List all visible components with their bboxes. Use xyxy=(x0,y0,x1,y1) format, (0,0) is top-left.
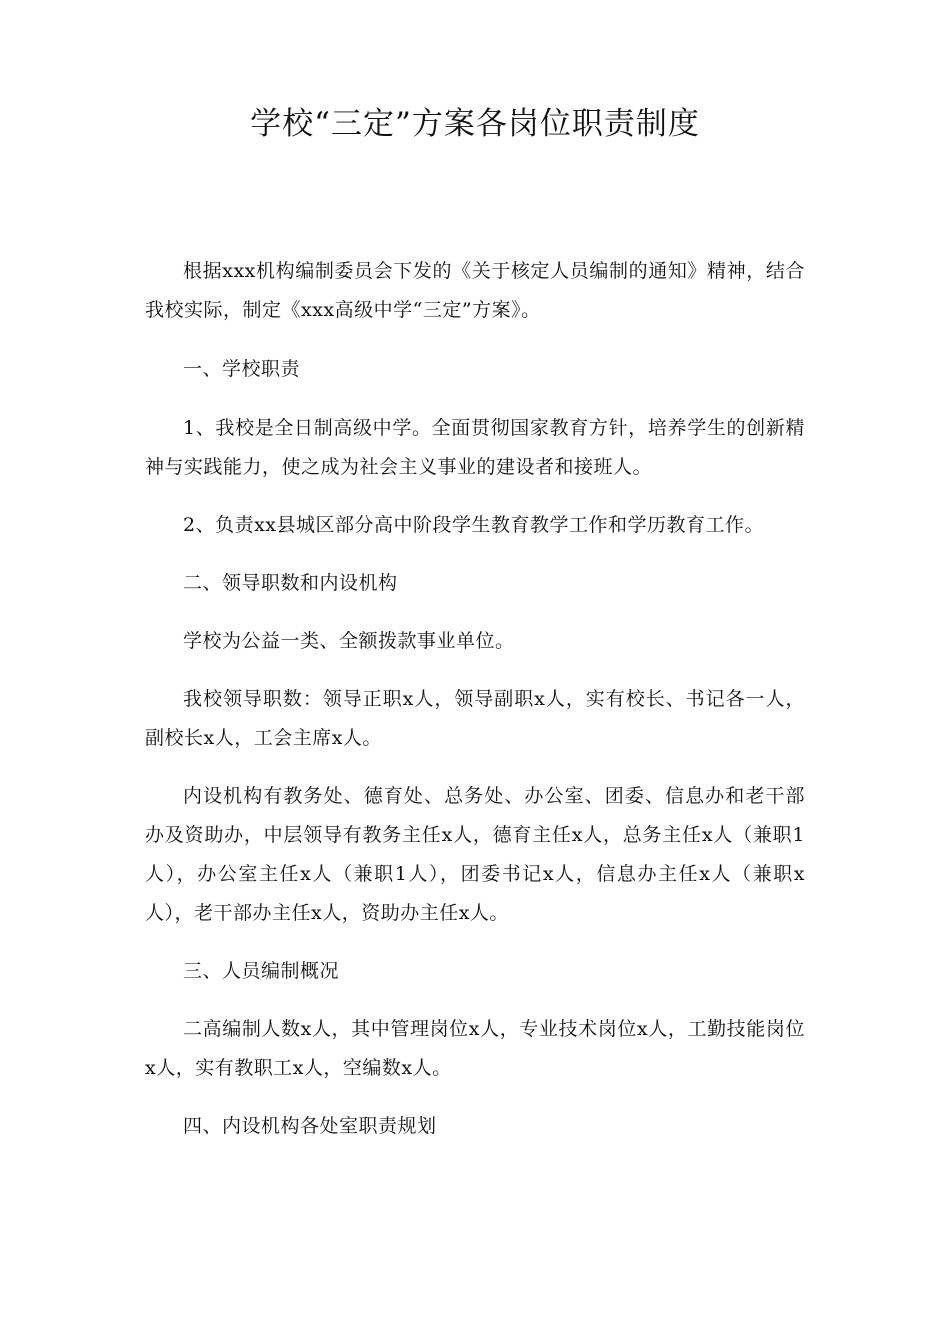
section-heading-2: 二、领导职数和内设机构 xyxy=(183,572,398,594)
section-heading-1: 一、学校职责 xyxy=(183,358,301,380)
document-title: 学校“三定”方案各岗位职责制度 xyxy=(250,106,700,142)
section-heading-3: 三、人员编制概况 xyxy=(183,960,340,982)
intro-paragraph: 根据xxx机构编制委员会下发的《关于核定人员编制的通知》精神，结合我校实际，制定《xxx高级中学“三定”方案》。 xyxy=(145,260,805,321)
paragraph-school-duty-1: 1、我校是全日制高级中学。全面贯彻国家教育方针，培养学生的创新精神与实践能力，使之成为社会主义事业的建设者和接班人。 xyxy=(145,417,805,478)
paragraph-school-duty-2: 2、负责xx县城区部分高中阶段学生教育教学工作和学历教育工作。 xyxy=(183,514,765,536)
paragraph-leadership-count: 我校领导职数：领导正职x人，领导副职x人，实有校长、书记各一人，副校长x人，工会主席x人。 xyxy=(145,688,805,749)
document-body xyxy=(145,252,805,1146)
section-heading-4: 四、内设机构各处室职责规划 xyxy=(183,1115,437,1137)
paragraph-school-type: 学校为公益一类、全额拨款事业单位。 xyxy=(183,630,515,652)
paragraph-staffing: 二高编制人数x人，其中管理岗位x人，专业技术岗位x人，工勤技能岗位x人，实有教职工x人，空编数x人。 xyxy=(145,1018,805,1079)
paragraph-internal-departments: 内设机构有教务处、德育处、总务处、办公室、团委、信息办和老干部办及资助办，中层领导有教务主任x人，德育主任x人，总务主任x人（兼职1人），办公室主任x人（兼职1人），团委书记x人，信息办主任x人（兼职x人），老干部办主任x人，资助办主任x人。 xyxy=(145,785,805,924)
